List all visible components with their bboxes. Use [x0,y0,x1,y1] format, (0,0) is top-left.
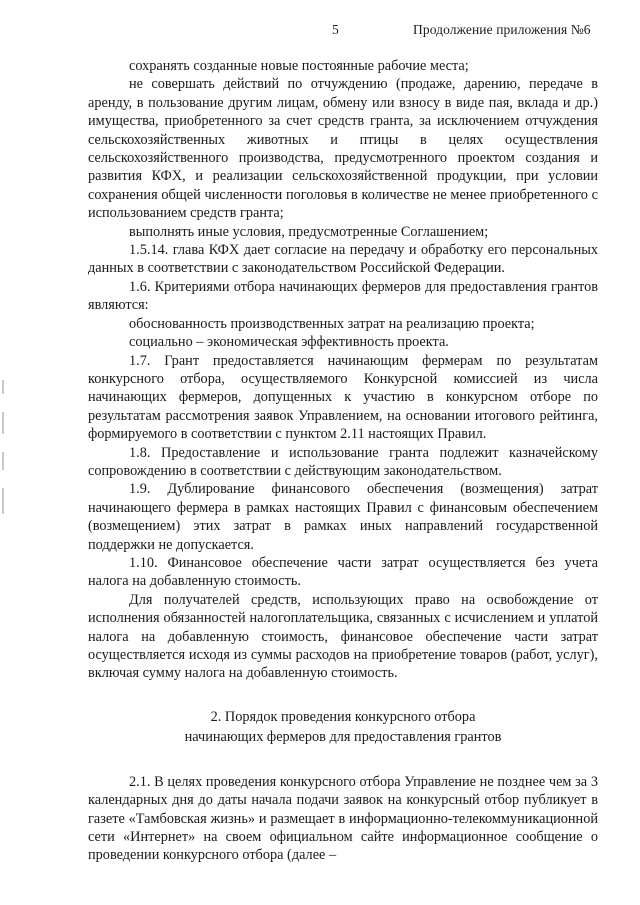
paragraph: 1.9. Дублирование финансового обеспечения (возмещения) затрат начинающего фермера в рамках настоящих Правил с финансовым обеспечением (возмещением) этих затрат в рамках иных направлений государственной поддержки не допускается. [88,481,598,553]
paragraph: сохранять созданные новые постоянные рабочие места; [129,58,469,74]
paragraph: не совершать действий по отчуждению (продаже, дарению, передаче в аренду, в пользование другим лицам, обмену или взносу в виде пая, вклада и др.) имущества, приобретенного за счет средств гранта, за исключением отчуждения сельскохозяйственных животных и птицы в целях осуществления сельскохозяйственного производства, предусмотренного проектом создания и развития КФХ, и реализации сельскохозяйственной продукции, при условии сохранения общей численности поголовья в количестве не менее приобретенного с использованием средств гранта; [88,76,598,222]
section-2-heading-line-1: 2. Порядок проведения конкурсного отбора [210,708,476,725]
scan-margin-marks [2,380,8,550]
paragraph: Для получателей средств, использующих право на освобождение от исполнения обязанностей налогоплательщика, связанных с исчислением и уплатой налога на добавленную стоимость, финансовое обеспечение части затрат осуществляется исходя из суммы расходов на приобретение товаров (работ, услуг), включая сумму налога на добавленную стоимость. [88,591,598,682]
section-2-heading [88,707,598,747]
document-body [88,57,598,865]
section-2-heading-line-2: начинающих фермеров для предоставления грантов [184,728,502,745]
page-number: 5 [332,22,339,37]
paragraph: 2.1. В целях проведения конкурсного отбора Управление не позднее чем за 3 календарных дня до даты начала подачи заявок на конкурсный отбор публикует в газете «Тамбовская жизнь» и размещает в информационно-телекоммуникационной сети «Интернет» на своем официальном сайте информационное сообщение о проведении конкурсного отбора (далее – [88,773,598,864]
section-1-text [88,57,598,683]
page-header [0,18,640,42]
paragraph: обоснованность производственных затрат на реализацию проекта; [129,315,535,332]
paragraph: 1.5.14. глава КФХ дает согласие на передачу и обработку его персональных данных в соответствии с законодательством Российской Федерации. [88,242,598,277]
paragraph: 1.6. Критериями отбора начинающих фермеров для предоставления грантов являются: [88,278,598,314]
paragraph: 1.10. Финансовое обеспечение части затрат осуществляется без учета налога на добавленную стоимость. [88,554,598,590]
paragraph: 1.7. Грант предоставляется начинающим фермерам по результатам конкурсного отбора, осуществляемого Конкурсной комиссией из числа начинающих фермеров, допущенных к участию в конкурсном отборе по результатам рассмотрения заявок Управлением, на основании итогового рейтинга, формируемого в соответствии с пунктом 2.11 настоящих Правил. [88,352,598,443]
paragraph: выполнять иные условия, предусмотренные Соглашением; [129,223,489,240]
paragraph: 1.8. Предоставление и использование гранта подлежит казначейскому сопровождению в соответствии с действующим законодательством. [88,444,598,479]
paragraph: социально – экономическая эффективность проекта. [129,334,449,351]
section-2-text [88,773,598,865]
appendix-continuation-note: Продолжение приложения №6 [413,22,591,37]
